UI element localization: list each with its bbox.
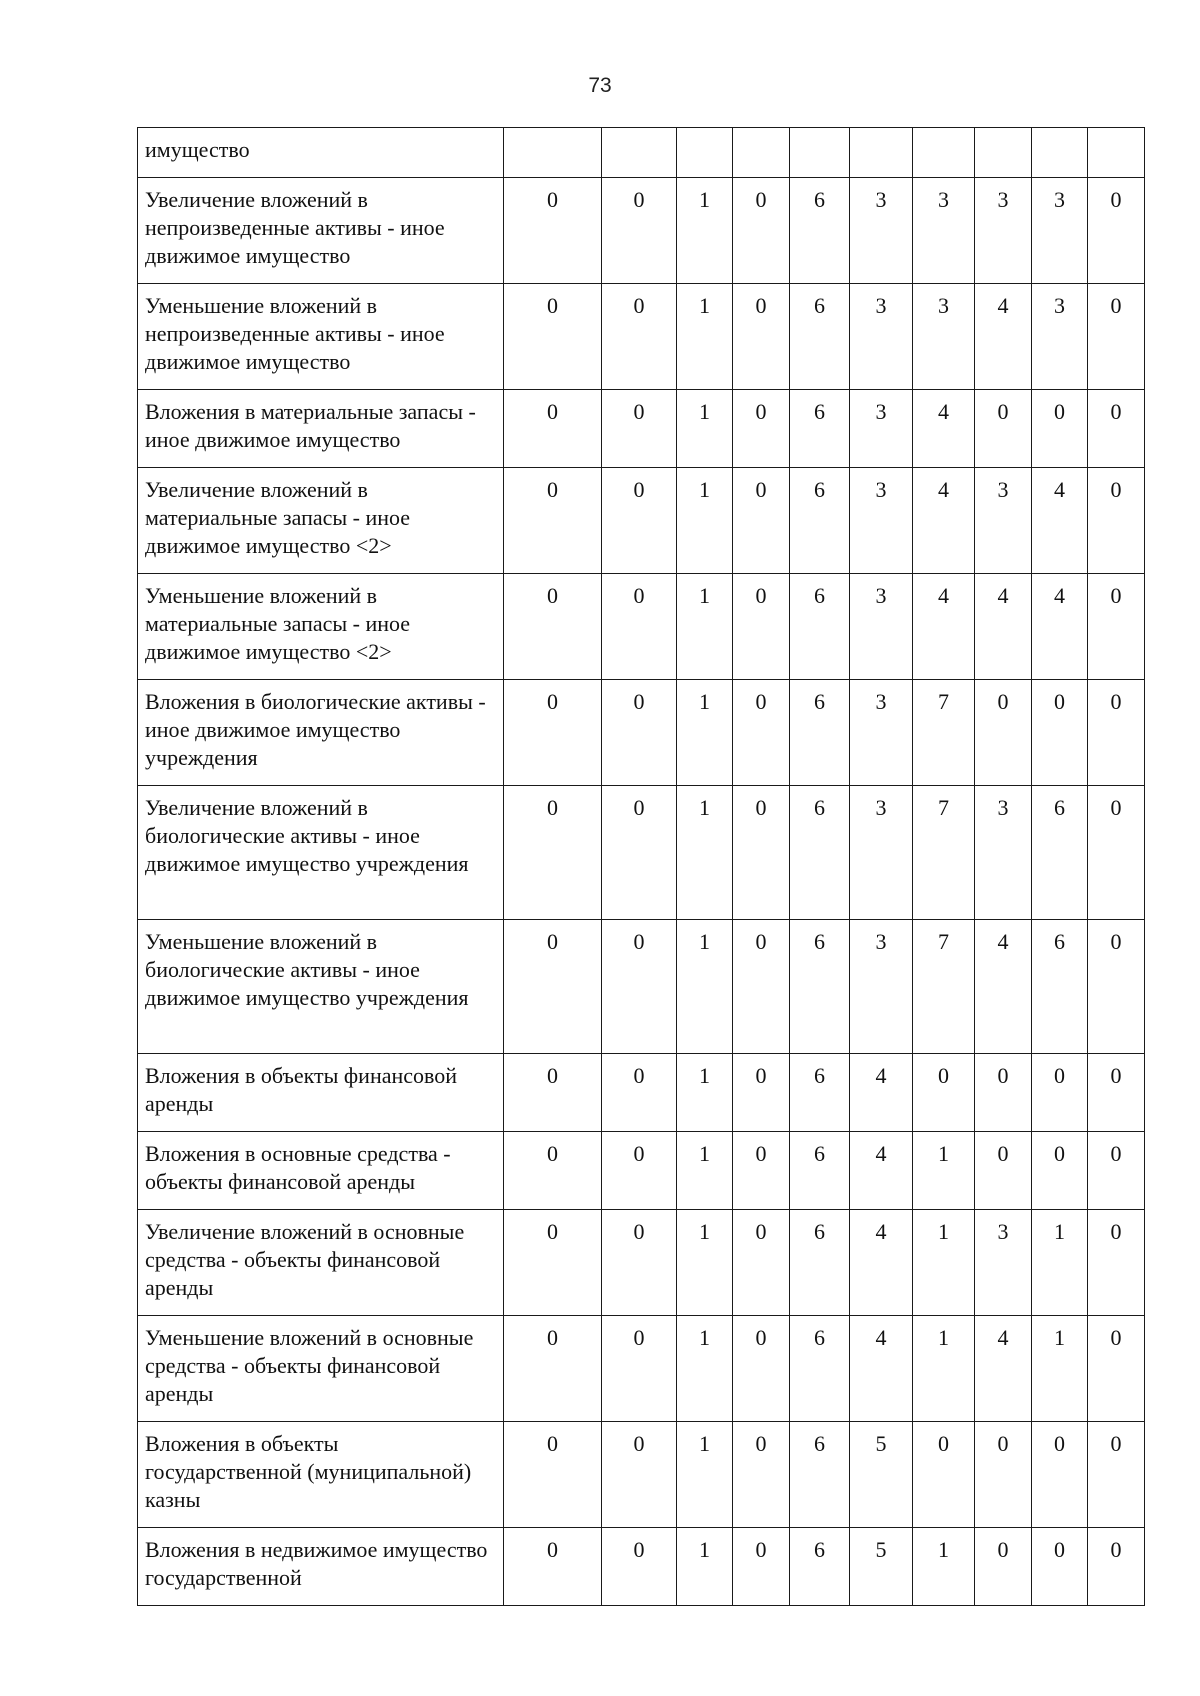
row-label: Уменьшение вложений в непроизведенные активы - иное движимое имущество: [138, 284, 504, 390]
code-digit: 6: [1032, 786, 1088, 920]
code-digit: 1: [677, 1316, 733, 1422]
table-row: [138, 284, 1145, 390]
code-digit: 1: [1032, 1316, 1088, 1422]
code-digit: 5: [850, 1528, 913, 1606]
code-digit: 7: [913, 920, 975, 1054]
row-label: Вложения в основные средства - объекты финансовой аренды: [138, 1132, 504, 1210]
code-digit: 0: [504, 786, 602, 920]
table-row: [138, 1054, 1145, 1132]
code-digit: 0: [1088, 1210, 1145, 1316]
code-digit: 6: [790, 920, 850, 1054]
table-row: [138, 680, 1145, 786]
code-digit: 4: [850, 1316, 913, 1422]
code-digit: 3: [850, 920, 913, 1054]
code-digit: 1: [677, 390, 733, 468]
code-digit: 0: [504, 1528, 602, 1606]
code-digit: 3: [975, 468, 1032, 574]
code-digit: 0: [1032, 680, 1088, 786]
code-digit: 0: [1088, 178, 1145, 284]
code-digit: 3: [1032, 284, 1088, 390]
code-digit: 4: [1032, 468, 1088, 574]
table-row: [138, 786, 1145, 920]
code-digit: 5: [850, 1422, 913, 1528]
code-digit: 0: [1088, 1422, 1145, 1528]
code-digit: 0: [975, 1528, 1032, 1606]
code-digit: 1: [913, 1528, 975, 1606]
code-digit: 0: [733, 574, 790, 680]
code-digit: 0: [913, 1054, 975, 1132]
code-digit: 4: [913, 390, 975, 468]
code-digit: 0: [975, 390, 1032, 468]
code-digit: 0: [1088, 680, 1145, 786]
code-digit: 1: [677, 1210, 733, 1316]
code-digit: 4: [975, 1316, 1032, 1422]
row-label: имущество: [138, 128, 504, 178]
code-digit: 7: [913, 786, 975, 920]
code-digit: 0: [733, 390, 790, 468]
code-digit: 6: [790, 1422, 850, 1528]
table-row: [138, 1132, 1145, 1210]
code-digit: 0: [602, 1528, 677, 1606]
code-digit: 0: [1088, 284, 1145, 390]
table-row: [138, 920, 1145, 1054]
code-digit: 4: [975, 284, 1032, 390]
code-digit: 0: [975, 1054, 1032, 1132]
code-digit: 0: [602, 468, 677, 574]
code-digit: 0: [733, 1132, 790, 1210]
code-digit: 0: [602, 390, 677, 468]
code-digit: 0: [733, 786, 790, 920]
code-digit: 6: [790, 178, 850, 284]
code-digit: 1: [913, 1210, 975, 1316]
code-digit: 0: [504, 574, 602, 680]
code-digit: 0: [602, 920, 677, 1054]
code-digit: 0: [733, 468, 790, 574]
code-digit: 0: [602, 284, 677, 390]
code-digit: 0: [602, 1316, 677, 1422]
row-label: Уменьшение вложений в материальные запасы - иное движимое имущество <2>: [138, 574, 504, 680]
code-digit: 0: [504, 1210, 602, 1316]
code-digit: 3: [1032, 178, 1088, 284]
code-digit: 1: [677, 680, 733, 786]
code-digit: 0: [975, 1132, 1032, 1210]
row-label: Уменьшение вложений в биологические активы - иное движимое имущество учреждения: [138, 920, 504, 1054]
code-digit: 6: [790, 1132, 850, 1210]
code-digit: 1: [677, 284, 733, 390]
code-digit: 0: [602, 1132, 677, 1210]
code-digit: 1: [677, 178, 733, 284]
code-digit: 3: [850, 468, 913, 574]
code-digit: 0: [1088, 390, 1145, 468]
code-digit: 3: [850, 284, 913, 390]
code-digit: 0: [504, 178, 602, 284]
code-digit: 4: [1032, 574, 1088, 680]
code-digit: 0: [602, 1422, 677, 1528]
row-label: Увеличение вложений в непроизведенные активы - иное движимое имущество: [138, 178, 504, 284]
code-digit: [790, 128, 850, 178]
code-digit: [504, 128, 602, 178]
code-digit: 6: [1032, 920, 1088, 1054]
code-digit: 3: [850, 178, 913, 284]
code-digit: 0: [504, 1132, 602, 1210]
code-digit: 1: [677, 920, 733, 1054]
code-digit: 1: [677, 786, 733, 920]
row-label: Увеличение вложений в биологические активы - иное движимое имущество учреждения: [138, 786, 504, 920]
code-digit: 0: [602, 574, 677, 680]
code-digit: [1032, 128, 1088, 178]
code-digit: [975, 128, 1032, 178]
accounts-table: [137, 127, 1145, 1606]
code-digit: 1: [677, 1054, 733, 1132]
code-digit: 0: [504, 680, 602, 786]
code-digit: 0: [975, 680, 1032, 786]
code-digit: 0: [1088, 1528, 1145, 1606]
code-digit: 3: [850, 390, 913, 468]
code-digit: 0: [504, 1422, 602, 1528]
code-digit: 0: [602, 680, 677, 786]
row-label: Вложения в объекты финансовой аренды: [138, 1054, 504, 1132]
code-digit: 0: [504, 468, 602, 574]
code-digit: [677, 128, 733, 178]
code-digit: 1: [677, 1422, 733, 1528]
code-digit: [733, 128, 790, 178]
code-digit: 1: [677, 574, 733, 680]
code-digit: 0: [504, 920, 602, 1054]
row-label: Вложения в недвижимое имущество государственной: [138, 1528, 504, 1606]
code-digit: 3: [850, 680, 913, 786]
code-digit: 6: [790, 1210, 850, 1316]
table-row: [138, 468, 1145, 574]
code-digit: 0: [1088, 1132, 1145, 1210]
code-digit: 4: [913, 468, 975, 574]
code-digit: 0: [1088, 574, 1145, 680]
code-digit: 0: [733, 178, 790, 284]
code-digit: 0: [1032, 1422, 1088, 1528]
code-digit: 4: [850, 1210, 913, 1316]
code-digit: [850, 128, 913, 178]
code-digit: 0: [1088, 468, 1145, 574]
code-digit: 0: [602, 786, 677, 920]
code-digit: 4: [975, 574, 1032, 680]
table-row: [138, 128, 1145, 178]
table-row: [138, 1528, 1145, 1606]
code-digit: 3: [975, 1210, 1032, 1316]
code-digit: 0: [975, 1422, 1032, 1528]
code-digit: 1: [1032, 1210, 1088, 1316]
row-label: Вложения в биологические активы - иное движимое имущество учреждения: [138, 680, 504, 786]
code-digit: [913, 128, 975, 178]
code-digit: [602, 128, 677, 178]
row-label: Вложения в объекты государственной (муниципальной) казны: [138, 1422, 504, 1528]
code-digit: 0: [733, 284, 790, 390]
code-digit: 1: [677, 1132, 733, 1210]
code-digit: 0: [602, 1210, 677, 1316]
code-digit: 0: [1032, 1528, 1088, 1606]
table-row: [138, 1316, 1145, 1422]
row-label: Уменьшение вложений в основные средства - объекты финансовой аренды: [138, 1316, 504, 1422]
code-digit: 0: [1032, 390, 1088, 468]
table-row: [138, 1422, 1145, 1528]
code-digit: 0: [504, 390, 602, 468]
code-digit: 0: [1032, 1054, 1088, 1132]
table-row: [138, 178, 1145, 284]
code-digit: 3: [913, 178, 975, 284]
code-digit: 0: [733, 1316, 790, 1422]
code-digit: 6: [790, 284, 850, 390]
code-digit: 0: [504, 1316, 602, 1422]
code-digit: 6: [790, 680, 850, 786]
code-digit: 3: [850, 574, 913, 680]
table-body: [138, 128, 1145, 1606]
table-row: [138, 574, 1145, 680]
code-digit: 1: [913, 1132, 975, 1210]
code-digit: 0: [1088, 1316, 1145, 1422]
code-digit: 6: [790, 1528, 850, 1606]
code-digit: 6: [790, 1054, 850, 1132]
code-digit: 4: [850, 1054, 913, 1132]
code-digit: 6: [790, 468, 850, 574]
code-digit: 7: [913, 680, 975, 786]
code-digit: 4: [975, 920, 1032, 1054]
code-digit: 4: [850, 1132, 913, 1210]
code-digit: 0: [602, 178, 677, 284]
code-digit: 0: [733, 1054, 790, 1132]
code-digit: 3: [913, 284, 975, 390]
code-digit: [1088, 128, 1145, 178]
code-digit: 3: [850, 786, 913, 920]
code-digit: 1: [677, 468, 733, 574]
code-digit: 0: [504, 1054, 602, 1132]
code-digit: 0: [1032, 1132, 1088, 1210]
code-digit: 0: [1088, 920, 1145, 1054]
code-digit: 0: [504, 284, 602, 390]
code-digit: 6: [790, 574, 850, 680]
code-digit: 0: [733, 920, 790, 1054]
code-digit: 0: [913, 1422, 975, 1528]
code-digit: 1: [677, 1528, 733, 1606]
code-digit: 0: [733, 1210, 790, 1316]
row-label: Вложения в материальные запасы - иное движимое имущество: [138, 390, 504, 468]
row-label: Увеличение вложений в основные средства - объекты финансовой аренды: [138, 1210, 504, 1316]
code-digit: 1: [913, 1316, 975, 1422]
table-row: [138, 390, 1145, 468]
code-digit: 0: [1088, 786, 1145, 920]
code-digit: 0: [1088, 1054, 1145, 1132]
code-digit: 3: [975, 178, 1032, 284]
code-digit: 6: [790, 390, 850, 468]
code-digit: 0: [733, 1422, 790, 1528]
row-label: Увеличение вложений в материальные запасы - иное движимое имущество <2>: [138, 468, 504, 574]
code-digit: 3: [975, 786, 1032, 920]
code-digit: 0: [733, 680, 790, 786]
page-number: 73: [588, 74, 612, 97]
code-digit: 0: [733, 1528, 790, 1606]
code-digit: 6: [790, 1316, 850, 1422]
code-digit: 0: [602, 1054, 677, 1132]
code-digit: 4: [913, 574, 975, 680]
table-row: [138, 1210, 1145, 1316]
code-digit: 6: [790, 786, 850, 920]
